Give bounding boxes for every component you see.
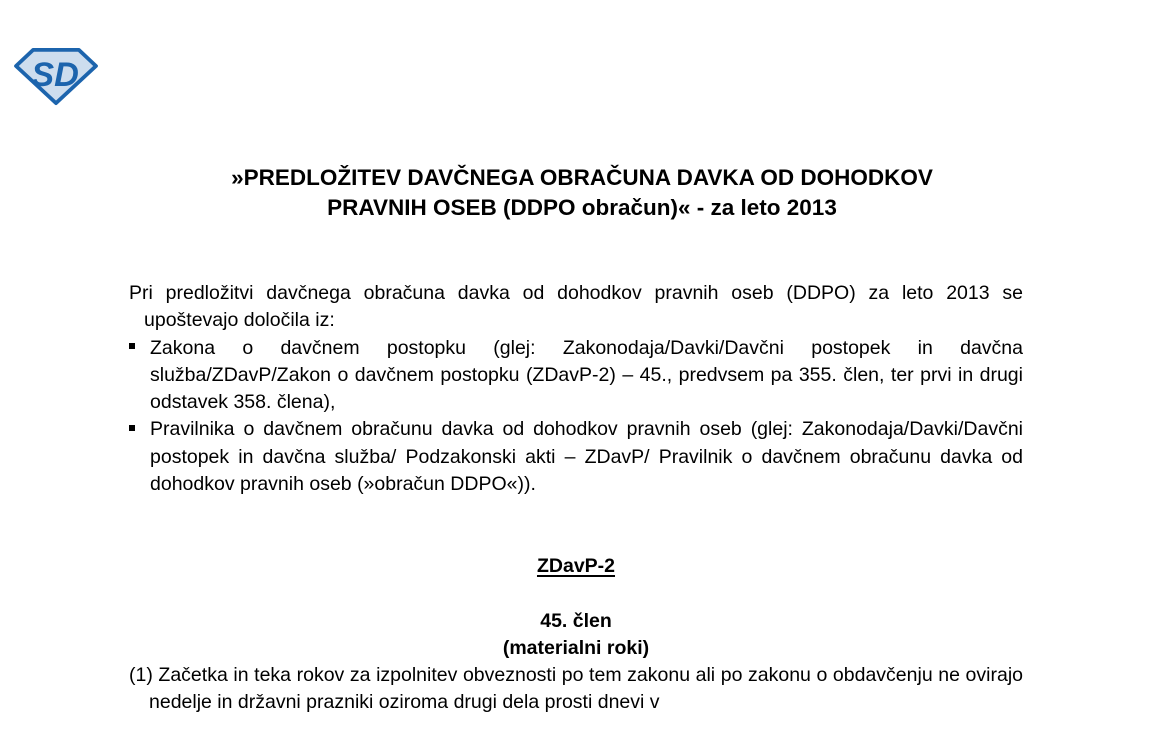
article-number: 45. člen [540, 609, 612, 632]
blank-line [129, 498, 1023, 525]
bullet-item-1 [129, 335, 1023, 417]
bullet-text-2: Pravilnika o davčnem obračunu davka od dohodkov pravnih oseb (glej: Zakonodaja/Davki/Davčni postopek in davčna služba/ Podzakonski akti – ZDavP/ Pravilnik o davčnem obračunu davka od dohodkov pravnih oseb (»obračun DDPO«)). [150, 418, 1023, 496]
title-line-1: »PREDLOŽITEV DAVČNEGA OBRAČUNA DAVKA OD DOHODKOV [231, 165, 933, 190]
section-heading-row [129, 553, 1023, 580]
article-title: (materialni roki) [502, 636, 650, 659]
title-line-2: PRAVNIH OSEB (DDPO obračun)« - za leto 2013 [327, 195, 837, 220]
article-paragraph: (1) Začetka in teka rokov za izpolnitev obveznosti po tem zakonu ali po zakonu o obdavčenju ne ovirajo nedelje in državni prazniki oziroma drugi dela prosti dnevi v [129, 664, 1023, 714]
blank-line [129, 580, 1023, 607]
square-bullet-icon [129, 343, 135, 349]
sd-shield-logo [14, 47, 98, 106]
bullet-text-1: Zakona o davčnem postopku (glej: Zakonodaja/Davki/Davčni postopek in davčna služba/ZDavP/Zakon o davčnem postopku (ZDavP-2) – 45., predvsem pa 355. člen, ter prvi in drugi odstavek 358. člena), [150, 336, 1023, 414]
square-bullet-icon [129, 425, 135, 431]
intro-paragraph: Pri predložitvi davčnega obračuna davka od dohodkov pravnih oseb (DDPO) za leto 2013 se upoštevajo določila iz: [129, 282, 1023, 332]
blank-line [129, 526, 1023, 553]
bullet-item-2 [129, 416, 1023, 498]
document-body [129, 280, 1023, 717]
section-heading: ZDavP-2 [536, 554, 616, 577]
document-title [135, 163, 1029, 223]
shield-letters: SD [31, 56, 79, 95]
